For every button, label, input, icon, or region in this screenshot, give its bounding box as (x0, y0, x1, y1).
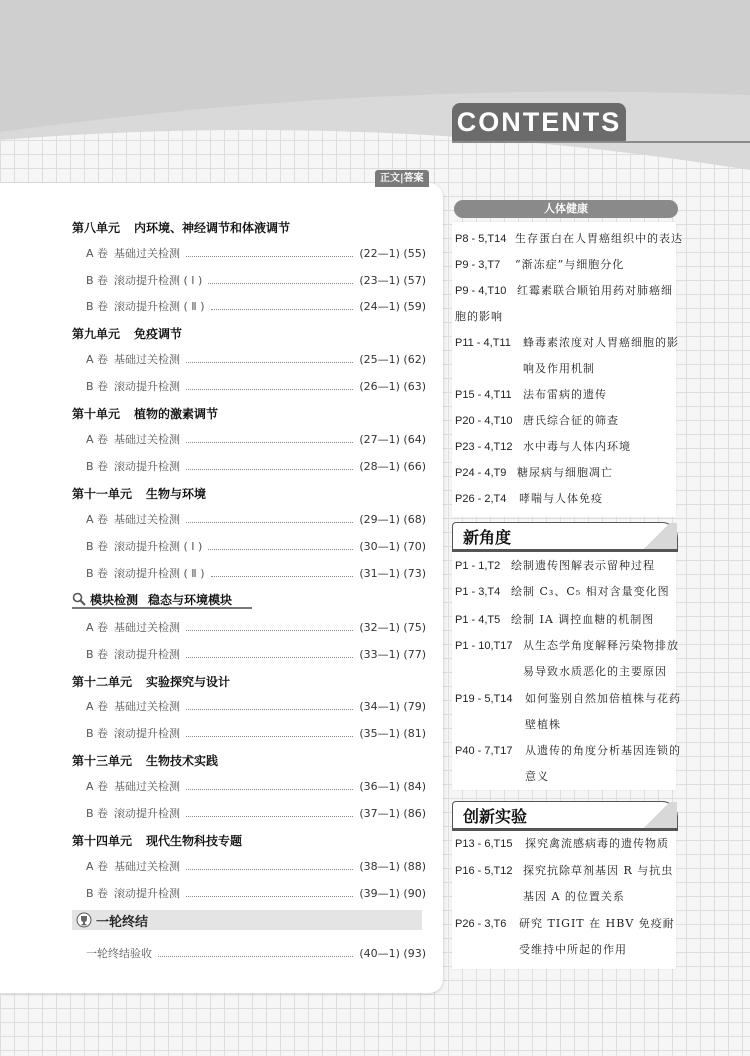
case-item[interactable]: P40 - 7,T17 从遗传的角度分析基因连锁的意义 (455, 744, 681, 783)
header-band (0, 0, 750, 190)
case-item[interactable]: P20 - 4,T10 唐氏综合征的筛查 (455, 414, 619, 427)
case-item[interactable]: P15 - 4,T11 法布雷病的遗传 (455, 388, 607, 401)
toc-entry[interactable]: B 卷 滚动提升检测 ( Ⅰ ) (23—1) (57) (86, 273, 426, 287)
case-item[interactable]: P1 - 3,T4 绘制 C₃、C₅ 相对含量变化图 (455, 585, 670, 598)
toc-entry[interactable]: A 卷 基础过关检测 (27—1) (64) (86, 432, 426, 446)
unit-heading: 第十二单元 实验探究与设计 (72, 675, 231, 689)
case-item[interactable]: P8 - 5,T14 生存蛋白在人胃癌组织中的表达 (455, 232, 683, 245)
toc-entry[interactable]: B 卷 滚动提升检测 ( Ⅱ ) (31—1) (73) (86, 566, 426, 580)
new-angle-heading: 新角度 (452, 522, 678, 550)
case-item[interactable]: P19 - 5,T14 如何鉴别自然加倍植株与花药壁植株 (455, 692, 681, 731)
case-item[interactable]: P9 - 4,T10 红霉素联合顺铂用药对肺癌细胞的影响 (455, 284, 673, 323)
toc-entry[interactable]: A 卷 基础过关检测 (22—1) (55) (86, 246, 426, 260)
case-item[interactable]: P9 - 3,T7 “渐冻症”与细胞分化 (455, 258, 625, 271)
answer-tab-label: 正文|答案 (375, 170, 429, 187)
toc-entry[interactable]: B 卷 滚动提升检测 (33—1) (77) (86, 647, 426, 661)
case-item[interactable]: P1 - 4,T5 绘制 IA 调控血糖的机制图 (455, 613, 655, 626)
toc-entry[interactable]: B 卷 滚动提升检测 (26—1) (63) (86, 379, 426, 393)
unit-heading: 第十单元 植物的激素调节 (72, 407, 219, 421)
toc-entry[interactable]: B 卷 滚动提升检测 (28—1) (66) (86, 459, 426, 473)
unit-heading: 第八单元 内环境、神经调节和体液调节 (72, 221, 291, 235)
case-item[interactable]: P1 - 1,T2 绘制遗传图解表示留种过程 (455, 559, 655, 572)
case-item[interactable]: P24 - 4,T9 糖尿病与细胞凋亡 (455, 466, 613, 479)
toc-entry[interactable]: B 卷 滚动提升检测 ( Ⅰ ) (30—1) (70) (86, 539, 426, 553)
toc-entry[interactable]: A 卷 基础过关检测 (29—1) (68) (86, 512, 426, 526)
case-item[interactable]: P23 - 4,T12 水中毒与人体内环境 (455, 440, 631, 453)
case-item[interactable]: P11 - 4,T11 蜂毒素浓度对人胃癌细胞的影响及作用机制 (455, 336, 679, 375)
unit-heading: 第十四单元 现代生物科技专题 (72, 834, 243, 848)
innovation-heading: 创新实验 (452, 801, 678, 829)
magnifier-icon (72, 592, 86, 606)
toc-entry[interactable]: B 卷 滚动提升检测 ( Ⅱ ) (24—1) (59) (86, 299, 426, 313)
case-item[interactable]: P26 - 3,T6 研究 TIGIT 在 HBV 免疫耐受维持中所起的作用 (455, 917, 675, 956)
unit-heading: 第十三单元 生物技术实践 (72, 754, 219, 768)
contents-title: CONTENTS (456, 106, 622, 137)
toc-entry[interactable]: B 卷 滚动提升检测 (39—1) (90) (86, 886, 426, 900)
final-heading: 一轮终结 (72, 910, 422, 930)
case-item[interactable]: P13 - 6,T15 探究禽流感病毒的遗传物质 (455, 837, 669, 850)
toc-entry[interactable]: B 卷 滚动提升检测 (37—1) (86) (86, 806, 426, 820)
toc-entry[interactable]: A 卷 基础过关检测 (38—1) (88) (86, 859, 426, 873)
toc-entry[interactable]: A 卷 基础过关检测 (34—1) (79) (86, 699, 426, 713)
unit-heading: 第九单元 免疫调节 (72, 327, 183, 341)
toc-entry[interactable]: A 卷 基础过关检测 (32—1) (75) (86, 620, 426, 634)
case-item[interactable]: P26 - 2,T4 哮喘与人体免疫 (455, 492, 603, 505)
toc-entry[interactable]: B 卷 滚动提升检测 (35—1) (81) (86, 726, 426, 740)
toc-entry[interactable]: A 卷 基础过关检测 (25—1) (62) (86, 352, 426, 366)
contents-underline (452, 141, 750, 143)
toc-entry[interactable]: 一轮终结验收 (40—1) (93) (86, 946, 426, 960)
toc-entry[interactable]: A 卷 基础过关检测 (36—1) (84) (86, 779, 426, 793)
case-item[interactable]: P1 - 10,T17 从生态学角度解释污染物排放易导致水质恶化的主要原因 (455, 639, 679, 678)
unit-heading: 第十一单元 生物与环境 (72, 487, 207, 501)
health-heading: 人体健康 (454, 200, 678, 218)
section-divider (452, 550, 678, 552)
trophy-icon (76, 912, 92, 928)
case-item[interactable]: P16 - 5,T12 探究抗除草剂基因 R 与抗虫基因 A 的位置关系 (455, 864, 674, 903)
contents-banner (452, 103, 626, 141)
module-heading: 模块检测 稳态与环境模块 (72, 591, 252, 609)
